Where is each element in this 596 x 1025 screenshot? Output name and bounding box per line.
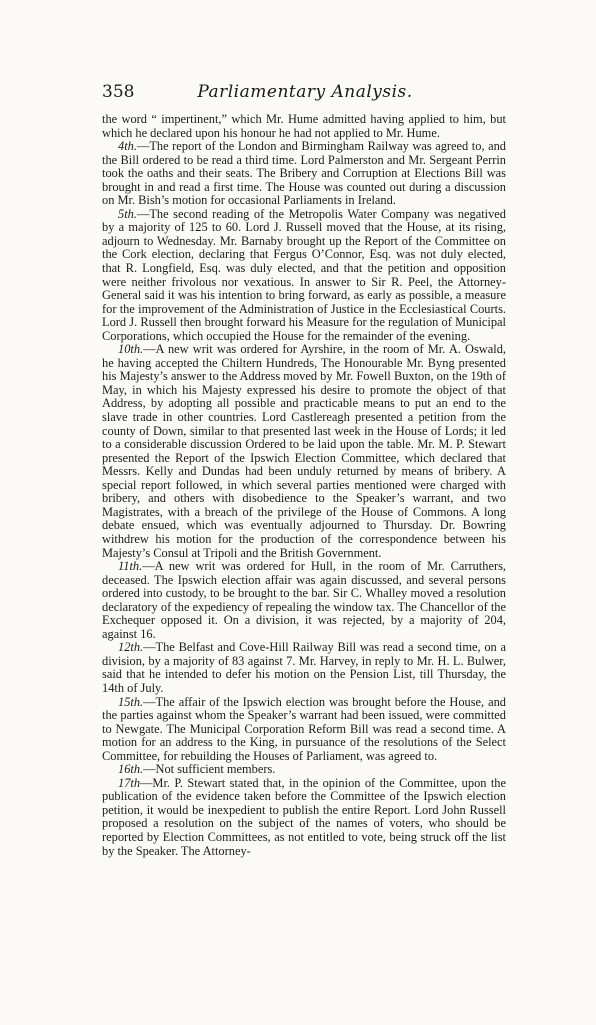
entry-date: 17th [118, 775, 141, 790]
paragraph-12th [102, 641, 506, 695]
entry-date: 4th. [118, 139, 137, 154]
paragraph-11th [102, 560, 506, 641]
paragraph-text: —The report of the London and Birmingham Railway was agreed to, and the Bill ordered to be read a third time. Lord Palmerston and Mr. Sergeant Perrin took the oaths and their seats. The Bribery and Corruption at Elections Bill was brought in and read a first time. The House was counted out during a discussion on Mr. Bish’s motion for occasional Parliaments in Ireland. [102, 139, 506, 208]
entry-date: 10th. [118, 342, 144, 357]
entry-date: 15th. [118, 694, 144, 709]
paragraph-text: —The second reading of the Metropolis Water Company was negatived by a majority of 125 to 60. Lord J. Russell moved that the House, at its rising, adjourn to Wednesday. Mr. Barnaby brought up the Report of the Committee on the Cork election, declaring that Fergus O’Connor, Esq. was not duly elected, that R. Longfield, Esq. was duly elected, and that the petition and opposition were neither frivolous nor vexatious. In answer to Sir R. Peel, the Attorney-General said it was his intention to bring forward, as early as possible, a measure for the improvement of the Administration of Justice in the Ecclesiastical Courts. Lord J. Russell then brought forward his Measure for the regulation of Municipal Corporations, which occupied the House for the remainder of the evening. [102, 206, 506, 343]
paragraph-5th [102, 208, 506, 343]
paragraph-text: —Mr. P. Stewart stated that, in the opinion of the Committee, upon the publication of the evidence taken before the Committee of the Ipswich election petition, it would be inexpedient to publish the entire Report. Lord John Russell proposed a resolution on the subject of the names of voters, who should be reported by Election Committees, as not entitled to vote, being struck off the list by the Speaker. The Attorney- [102, 775, 506, 858]
paragraph-text: —The affair of the Ipswich election was brought before the House, and the parties against whom the Speaker’s warrant had been issued, were committed to Newgate. The Municipal Corporation Reform Bill was read a second time. A motion for an address to the King, in pursuance of the resolutions of the Select Committee, for rebuilding the Houses of Parliament, was agreed to. [102, 694, 506, 763]
paragraph-text: —A new writ was ordered for Ayrshire, in the room of Mr. A. Oswald, he having accepted the Chiltern Hundreds, The Honourable Mr. Byng presented his Majesty’s answer to the Address moved by Mr. Fowell Buxton, on the 19th of May, in which his Majesty expressed his desire to promote the object of that Address, by adopting all possible and practicable means to put an end to the slave trade in other countries. Lord Castlereagh presented a petition from the county of Down, similar to that presented last week in the House of Lords; it led to a considerable discussion Ordered to be laid upon the table. Mr. M. P. Stewart presented the Report of the Ipswich Election Committee, which declared that Messrs. Kelly and Dundas had been unduly returned by means of bribery. A special report followed, in which several parties mentioned were charged with bribery, and others with disobedience to the Speaker’s warrant, and two Magistrates, with a breach of the privilege of the House of Commons. A long debate ensued, which was eventually adjourned to Thursday. Dr. Bowring withdrew his motion for the production of the correspondence between his Majesty’s Consul at Tripoli and the British Government. [102, 342, 506, 560]
entry-date: 5th. [118, 206, 137, 221]
page-number: 358 [102, 82, 135, 102]
entry-date: 12th. [118, 640, 144, 655]
entry-date: 11th. [118, 559, 143, 574]
entry-date: 16th. [118, 762, 144, 777]
paragraph-text: —The Belfast and Cove-Hill Railway Bill was read a second time, on a division, by a majority of 83 against 7. Mr. Harvey, in reply to Mr. H. L. Bulwer, said that he intended to defer his motion on the Pension List, till Thursday, the 14th of July. [102, 640, 506, 695]
paragraph-4th [102, 140, 506, 208]
running-title: Parliamentary Analysis. [197, 82, 413, 102]
paragraph-continuation [102, 113, 506, 140]
paragraph-16th [102, 763, 506, 777]
paragraph-17th [102, 777, 506, 858]
paragraph-text: —Not sufficient members. [143, 762, 276, 777]
paragraph-15th [102, 696, 506, 764]
paragraph-text: —A new writ was ordered for Hull, in the room of Mr. Carruthers, deceased. The Ipswich election affair was again discussed, and several persons ordered into custody, to be brought to the bar. Sir C. Whalley moved a resolution declaratory of the expediency of repealing the window tax. The Chancellor of the Exchequer opposed it. On a division, it was rejected, by a majority of 204, against 16. [102, 559, 506, 641]
paragraph-10th [102, 343, 506, 560]
body-text [102, 113, 506, 858]
page-header [102, 82, 508, 104]
paragraph-text: the word “ impertinent,” which Mr. Hume admitted having applied to him, but which he declared upon his honour he had not applied to Mr. Hume. [102, 112, 506, 140]
